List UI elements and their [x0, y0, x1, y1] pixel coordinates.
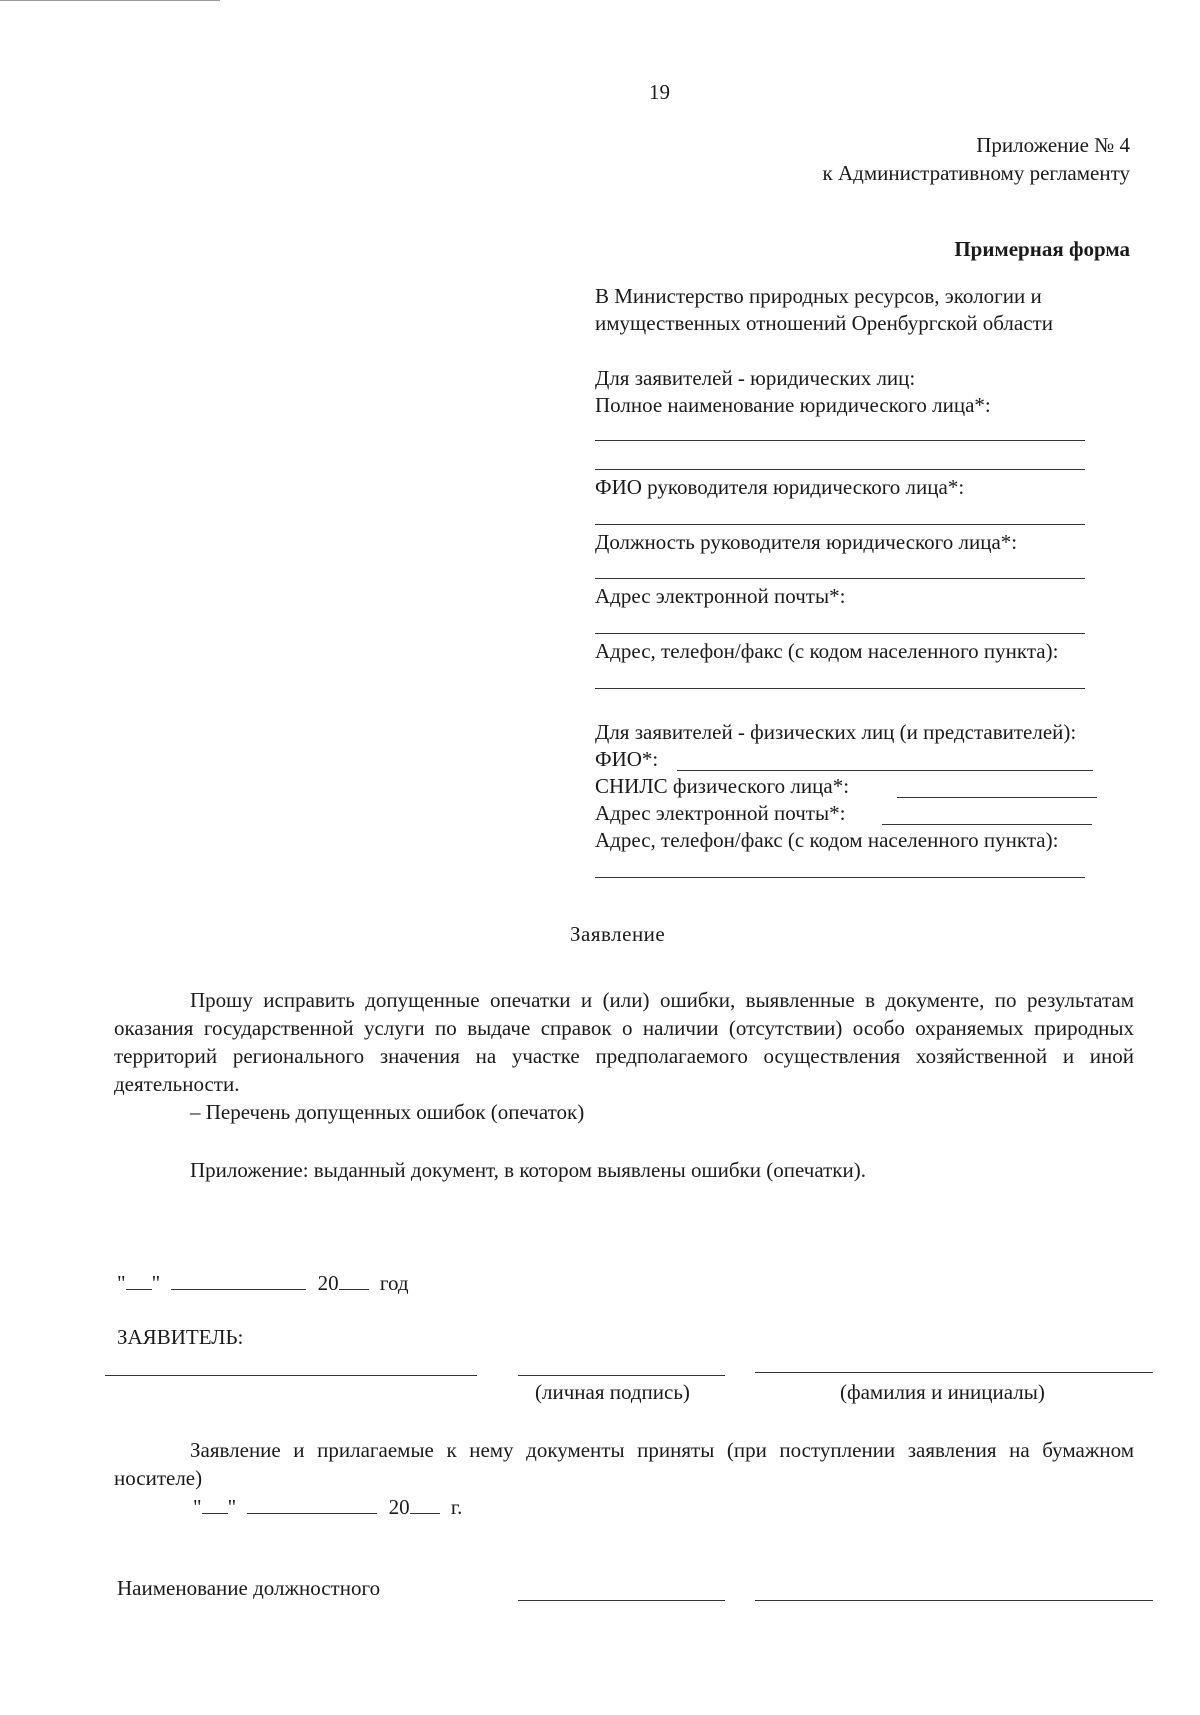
acceptance-quote-close: " — [227, 1495, 237, 1519]
form-type-label: Примерная форма — [954, 237, 1130, 261]
official-signature-line[interactable] — [518, 1600, 725, 1601]
legal-head-position-label: Должность руководителя юридического лица*: — [595, 530, 1018, 554]
acceptance-year-abbr: г. — [450, 1495, 463, 1519]
individual-address-label: Адрес, телефон/факс (с кодом населенного пункта): — [595, 828, 1059, 852]
date-year-blank[interactable] — [339, 1268, 369, 1290]
legal-head-position-line[interactable] — [595, 578, 1085, 579]
date-line — [117, 1268, 409, 1296]
regulation-label: к Административному регламенту — [822, 161, 1130, 185]
legal-full-name-line-1[interactable] — [595, 440, 1085, 441]
applicant-fullname-line[interactable] — [755, 1372, 1153, 1373]
individual-email-line[interactable] — [882, 824, 1092, 825]
legal-address-line[interactable] — [595, 688, 1085, 689]
legal-full-name-line-2[interactable] — [595, 469, 1085, 470]
acceptance-month-blank[interactable] — [247, 1492, 377, 1514]
statement-paragraph: Прошу исправить допущенные опечатки и (или) ошибки, выявленные в документе, по результатам оказания государственной услуги по выдаче справок о наличии (отсутствии) особо охраняемых природных территорий регионального значения на участке предполагаемого осуществления хозяйственной и иной деятельности. — [114, 988, 1134, 1096]
applicant-label: ЗАЯВИТЕЛЬ: — [117, 1325, 244, 1349]
individual-fio-label: ФИО*: — [595, 747, 659, 771]
date-quote-close: " — [151, 1271, 161, 1295]
applicant-name-line[interactable] — [105, 1375, 477, 1376]
errors-list-label: – Перечень допущенных ошибок (опечаток) — [190, 1100, 585, 1124]
acceptance-century: 20 — [388, 1495, 410, 1519]
individual-email-label: Адрес электронной почты*: — [595, 801, 846, 825]
signature-caption: (личная подпись) — [535, 1380, 690, 1404]
acceptance-paragraph: Заявление и прилагаемые к нему документы приняты (при поступлении заявления на бумажном носителе) — [114, 1438, 1134, 1490]
legal-head-fio-label: ФИО руководителя юридического лица*: — [595, 475, 965, 499]
acceptance-year-blank[interactable] — [410, 1492, 440, 1514]
attachment-label: Приложение: выданный документ, в котором выявлены ошибки (опечатки). — [190, 1158, 866, 1182]
legal-email-line[interactable] — [595, 633, 1085, 634]
applicant-signature-line[interactable] — [518, 1375, 725, 1376]
individual-snils-label: СНИЛС физического лица*: — [595, 774, 850, 798]
individual-address-line[interactable] — [595, 877, 1085, 878]
acceptance-date-line — [193, 1492, 462, 1520]
name-caption: (фамилия и инициалы) — [840, 1380, 1045, 1404]
date-month-blank[interactable] — [171, 1268, 306, 1290]
appendix-label: Приложение № 4 — [976, 133, 1130, 157]
legal-head-fio-line[interactable] — [595, 524, 1085, 525]
date-quote-open: " — [117, 1271, 126, 1295]
date-century: 20 — [317, 1271, 339, 1295]
legal-full-name-label: Полное наименование юридического лица*: — [595, 393, 991, 417]
individual-fio-line[interactable] — [677, 770, 1093, 771]
statement-title: Заявление — [570, 922, 666, 946]
individual-snils-line[interactable] — [897, 797, 1097, 798]
scan-edge-mark — [0, 0, 220, 1]
addressee-line-1: В Министерство природных ресурсов, экологии и — [595, 284, 1042, 308]
page-number: 19 — [649, 80, 670, 104]
legal-email-label: Адрес электронной почты*: — [595, 584, 846, 608]
official-name-line[interactable] — [755, 1600, 1153, 1601]
acceptance-day-blank[interactable] — [202, 1492, 228, 1514]
addressee-line-2: имущественных отношений Оренбургской области — [595, 311, 1053, 335]
date-day-blank[interactable] — [126, 1268, 152, 1290]
official-label: Наименование должностного — [117, 1576, 381, 1600]
legal-address-label: Адрес, телефон/факс (с кодом населенного пункта): — [595, 639, 1059, 663]
date-year-word: год — [379, 1271, 409, 1295]
legal-entities-heading: Для заявителей - юридических лиц: — [595, 366, 916, 390]
individuals-heading: Для заявителей - физических лиц (и представителей): — [595, 720, 1077, 744]
acceptance-quote-open: " — [193, 1495, 202, 1519]
